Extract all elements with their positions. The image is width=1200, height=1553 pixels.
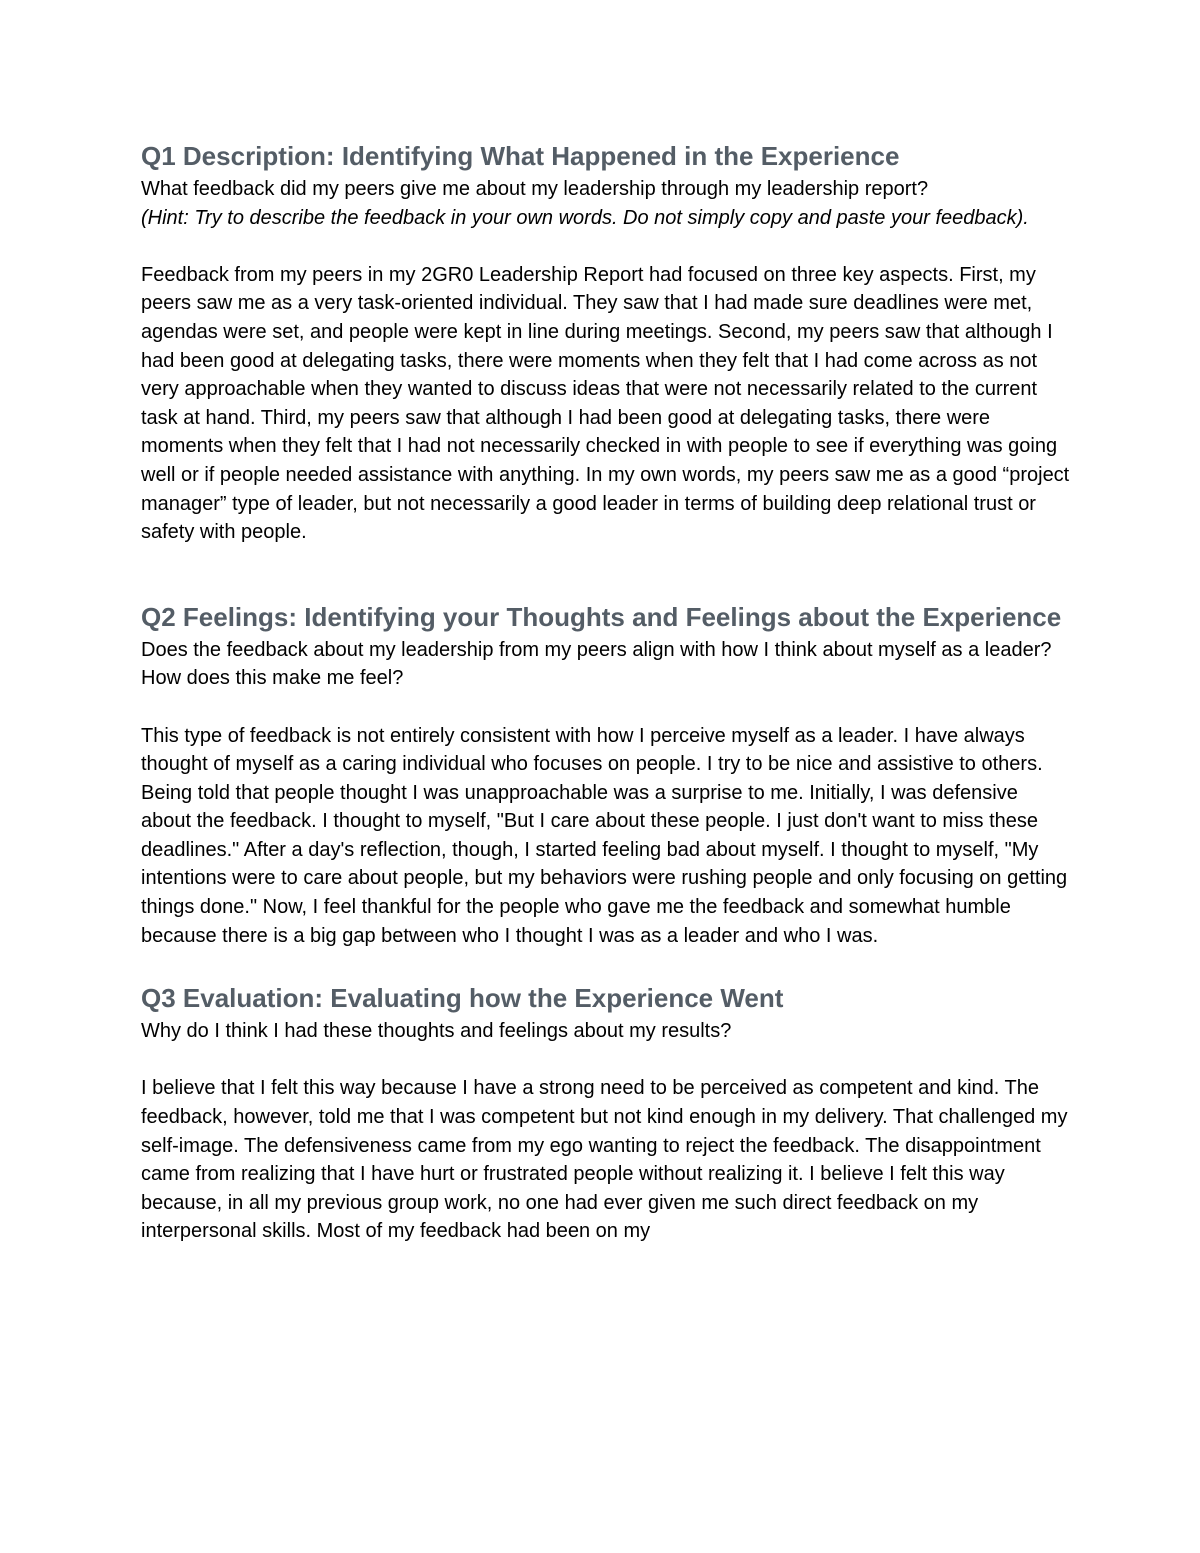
question-prompt	[141, 175, 1071, 232]
section-q3-evaluation	[141, 980, 1071, 1246]
question-text: What feedback did my peers give me about my leadership through my leadership report?	[141, 178, 929, 200]
document-page	[141, 138, 1071, 1246]
section-heading: Q2 Feelings: Identifying your Thoughts and Feelings about the Experience	[141, 601, 1062, 632]
section-q1-description	[141, 138, 1071, 547]
section-heading: Q3 Evaluation: Evaluating how the Experience Went	[141, 983, 784, 1014]
question-prompt: Why do I think I had these thoughts and feelings about my results?	[141, 1020, 732, 1043]
answer-paragraph: Feedback from my peers in my 2GR0 Leadership Report had focused on three key aspects. First, my peers saw me as a very task-oriented individual. They saw that I had made sure deadlines were met, agendas were set, and people were kept in line during meetings. Second, my peers saw that although I had been good at delegating tasks, there were moments when they felt that I had come across as not very approachable when they wanted to discuss ideas that were not necessarily related to the current task at hand. Third, my peers saw that although I had been good at delegating tasks, there were moments when they felt that I had not necessarily checked in with people to see if everything was going well or if people needed assistance with anything. In my own words, my peers saw me as a good “project manager” type of leader, but not necessarily a good leader in terms of building deep relational trust or safety with people.	[141, 263, 1070, 544]
section-heading: Q1 Description: Identifying What Happened in the Experience	[141, 141, 900, 171]
answer-paragraph: This type of feedback is not entirely consistent with how I perceive myself as a leader. I have always thought of myself as a caring individual who focuses on people. I try to be nice and assistive to others. Being told that people thought I was unapproachable was a surprise to me. Initially, I was defensive about the feedback. I thought to myself, "But I care about these people. I just don't want to miss these deadlines." After a day's reflection, though, I started feeling bad about myself. I thought to myself, "My intentions were to care about people, but my behaviors were rushing people and only focusing on getting things done." Now, I feel thankful for the people who gave me the feedback and somewhat humble because there is a big gap between who I thought I was as a leader and who I was.	[141, 724, 1068, 947]
question-prompt: Does the feedback about my leadership from my peers align with how I think about myself as a leader? How does this make me feel?	[141, 638, 1052, 690]
section-q2-feelings	[141, 599, 1071, 951]
hint-text: (Hint: Try to describe the feedback in your own words. Do not simply copy and paste your feedback).	[141, 206, 1029, 229]
answer-paragraph: I believe that I felt this way because I have a strong need to be perceived as competent and kind. The feedback, however, told me that I was competent but not kind enough in my delivery. That challenged my self-image. The defensiveness came from my ego wanting to reject the feedback. The disappointment came from realizing that I have hurt or frustrated people without realizing it. I believe I felt this way because, in all my previous group work, no one had ever given me such direct feedback on my interpersonal skills. Most of my feedback had been on my	[141, 1077, 1068, 1243]
